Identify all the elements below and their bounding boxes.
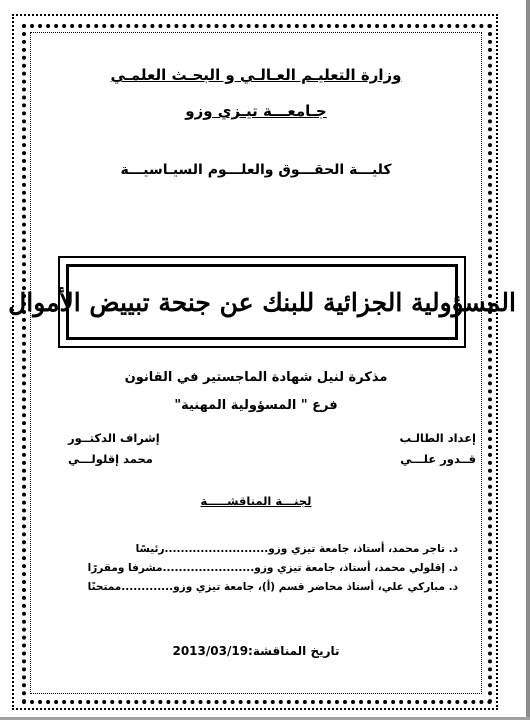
faculty-heading: كليـــة الحقـــوق والعلـــوم السيـاسيـــة	[120, 162, 392, 178]
supervisor-name: محمد إقلولـــي	[68, 452, 153, 466]
page-edge-right	[526, 0, 530, 720]
supervisor-label: إشراف الدكتــور	[68, 431, 160, 445]
title-frame-inner	[8, 264, 516, 340]
prepared-by-label: إعداد الطالـب	[399, 431, 476, 445]
thesis-title: المسؤولية الجزائية للبنك عن جنحة تبييض الأموال	[8, 287, 516, 317]
committee-heading: لجنـــة المناقشـــــة	[200, 494, 312, 508]
committee-member: د. إقلولي محمد، أستاذ، جامعة تيزي وزو.......................مشرفا ومقررًا	[87, 562, 458, 574]
university-heading: جـامعـــة تيـزي وزو	[185, 102, 327, 120]
defense-date: تاريخ المناقشة:2013/03/19	[172, 644, 340, 658]
title-frame	[8, 256, 516, 348]
innermost-decorative-border	[30, 32, 482, 694]
degree-line: مذكرة لنيل شهادة الماجستير في القانون	[124, 370, 388, 385]
committee-member: د. مباركي علي، أستاذ محاضر قسم (أ)، جامعة تيزي وزو.............ممتحنًا	[87, 581, 458, 593]
branch-line: فرع " المسؤولية المهنية"	[174, 398, 338, 413]
committee-member: د. تاجر محمد، أستاذ، جامعة تيزي وزو..........................رئيسًا	[135, 543, 458, 555]
student-name: قــدور علـــي	[400, 452, 476, 466]
ministry-heading: وزارة التعليـم العـالـي و البحـث العلمـي	[110, 66, 402, 84]
